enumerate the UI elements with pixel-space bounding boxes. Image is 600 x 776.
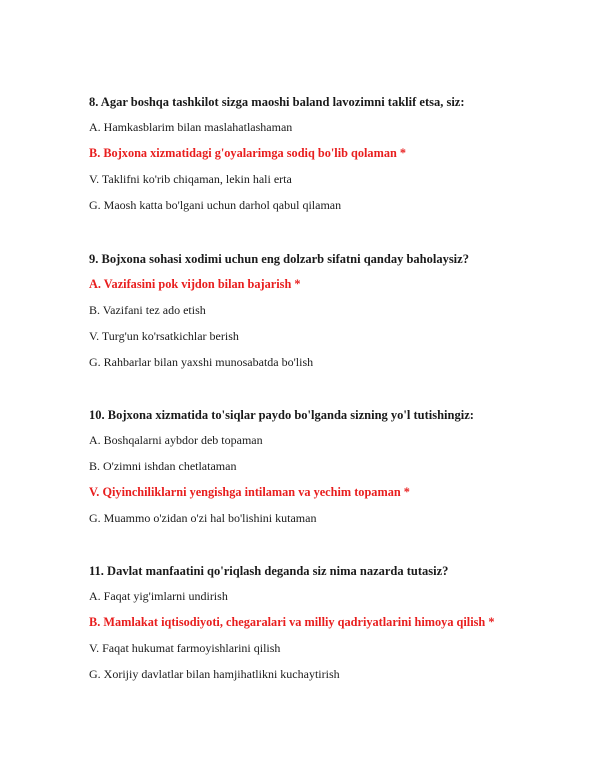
answer-option-v-correct: V. Qiyinchiliklarni yengishga intilaman va yechim topaman * — [89, 485, 410, 499]
answer-option-v: V. Taklifni ko'rib chiqaman, lekin hali erta — [89, 172, 292, 186]
answer-option-v: V. Faqat hukumat farmoyishlarini qilish — [89, 641, 281, 655]
answer-option-g: G. Muammo o'zidan o'zi hal bo'lishini kutaman — [89, 511, 317, 525]
answer-option-g: G. Rahbarlar bilan yaxshi munosabatda bo'lish — [89, 355, 314, 369]
answer-option-b: B. Vazifani tez ado etish — [89, 303, 206, 317]
answer-option-g: G. Maosh katta bo'lgani uchun darhol qabul qilaman — [89, 198, 342, 212]
question-11 — [89, 564, 569, 682]
answer-option-v: V. Turg'un ko'rsatkichlar berish — [89, 329, 239, 343]
answer-option-b-correct: B. Bojxona xizmatidagi g'oyalarimga sodiq bo'lib qolaman * — [89, 146, 407, 160]
answer-option-g: G. Xorijiy davlatlar bilan hamjihatlikni kuchaytirish — [89, 667, 340, 681]
question-title: 10. Bojxona xizmatida to'siqlar paydo bo'lganda sizning yo'l tutishingiz: — [89, 408, 474, 422]
question-10 — [89, 408, 569, 526]
question-title: 8. Agar boshqa tashkilot sizga maoshi baland lavozimni taklif etsa, siz: — [89, 95, 465, 109]
question-9 — [89, 252, 569, 370]
answer-option-a: A. Faqat yig'imlarni undirish — [89, 589, 228, 603]
question-title: 9. Bojxona sohasi xodimi uchun eng dolzarb sifatni qanday baholaysiz? — [89, 252, 469, 266]
answer-option-a: A. Boshqalarni aybdor deb topaman — [89, 433, 263, 447]
question-8 — [89, 95, 569, 213]
answer-option-a-correct: A. Vazifasini pok vijdon bilan bajarish * — [89, 277, 301, 291]
question-title: 11. Davlat manfaatini qo'riqlash deganda siz nima nazarda tutasiz? — [89, 564, 449, 578]
answer-option-b: B. O'zimni ishdan chetlataman — [89, 459, 237, 473]
answer-option-a: A. Hamkasblarim bilan maslahatlashaman — [89, 120, 293, 134]
answer-option-b-correct: B. Mamlakat iqtisodiyoti, chegaralari va milliy qadriyatlarini himoya qilish * — [89, 615, 495, 629]
